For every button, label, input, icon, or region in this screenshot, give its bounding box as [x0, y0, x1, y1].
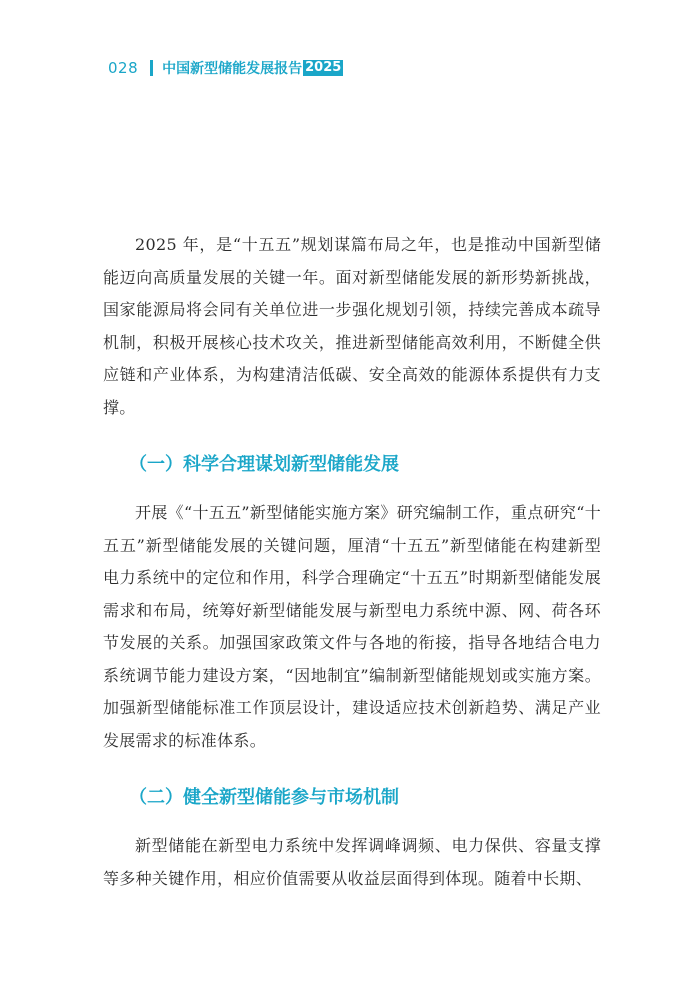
section-heading-1: （一）科学合理谋划新型储能发展: [129, 454, 399, 475]
section-1-paragraph: 开展《“十五五”新型储能实施方案》研究编制工作，重点研究“十五五”新型储能发展的关键问题，厘清“十五五”新型储能在构建新型电力系统中的定位和作用，科学合理确定“十五五”时期新型储能发展需求和布局，统筹好新型储能发展与新型电力系统中源、网、荷各环节发展的关系。加强国家政策文件与各地的衔接，指导各地结合电力系统调节能力建设方案，“因地制宜”编制新型储能规划或实施方案。加强新型储能标准工作顶层设计，建设适应技术创新趋势、满足产业发展需求的标准体系。: [103, 503, 601, 750]
page-header: [108, 56, 343, 80]
page-number: 028: [108, 59, 139, 77]
section-heading-2: （二）健全新型储能参与市场机制: [129, 787, 399, 808]
document-body: [103, 229, 601, 895]
intro-paragraph: 2025 年，是“十五五”规划谋篇布局之年，也是推动中国新型储能迈向高质量发展的关键一年。面对新型储能发展的新形势新挑战，国家能源局将会同有关单位进一步强化规划引领，持续完善成本疏导机制，积极开展核心技术攻关，推进新型储能高效利用，不断健全供应链和产业体系，为构建清洁低碳、安全高效的能源体系提供有力支撑。: [103, 235, 601, 417]
report-title: [162, 58, 343, 78]
section-2-paragraph: 新型储能在新型电力系统中发挥调峰调频、电力保供、容量支撑等多种关键作用，相应价值需要从收益层面得到体现。随着中长期、: [103, 836, 601, 888]
header-divider: [150, 60, 153, 76]
report-year-badge: 2025: [305, 60, 342, 75]
report-title-text: 中国新型储能发展报告: [162, 61, 303, 77]
